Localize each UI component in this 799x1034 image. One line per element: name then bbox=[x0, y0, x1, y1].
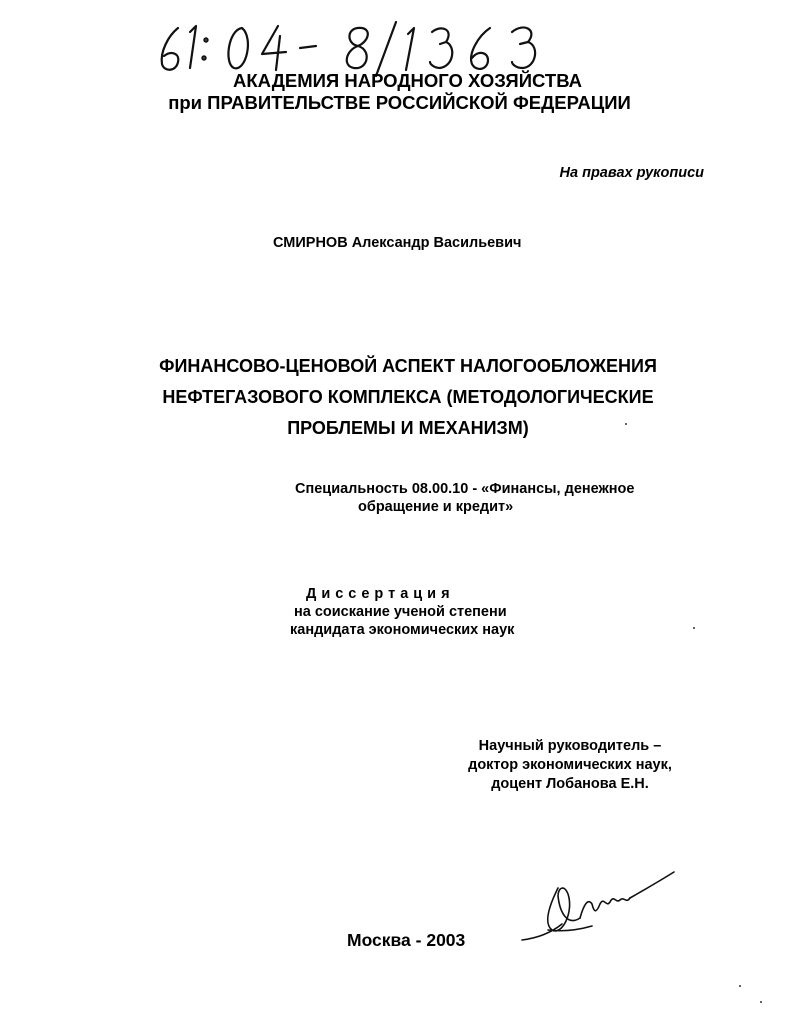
supervisor-role: Научный руководитель – bbox=[478, 738, 662, 754]
dissertation-field-line: кандидата экономических наук bbox=[290, 622, 515, 638]
city-year: Москва - 2003 bbox=[347, 930, 466, 950]
dissertation-degree-line: на соискание ученой степени bbox=[294, 604, 507, 620]
dissertation-block bbox=[290, 585, 514, 639]
supervisor-name: доцент Лобанова Е.Н. bbox=[491, 776, 649, 792]
thesis-title-line-2: НЕФТЕГАЗОВОГО КОМПЛЕКСА (МЕТОДОЛОГИЧЕСКИЕ bbox=[162, 387, 654, 407]
scan-speck bbox=[625, 423, 627, 425]
manuscript-rights-note: На правах рукописи bbox=[559, 165, 704, 181]
specialty-line-2: обращение и кредит» bbox=[358, 499, 514, 515]
supervisor-block bbox=[450, 737, 690, 794]
author-name: СМИРНОВ Александр Васильевич bbox=[273, 235, 522, 251]
dissertation-heading: Диссертация bbox=[306, 586, 455, 602]
institution-line-1: АКАДЕМИЯ НАРОДНОГО ХОЗЯЙСТВА bbox=[233, 70, 582, 91]
institution-line-2: при ПРАВИТЕЛЬСТВЕ РОССИЙСКОЙ ФЕДЕРАЦИИ bbox=[168, 92, 631, 113]
scan-speck bbox=[693, 627, 695, 629]
thesis-title-line-1: ФИНАНСОВО-ЦЕНОВОЙ АСПЕКТ НАЛОГООБЛОЖЕНИЯ bbox=[159, 356, 657, 376]
supervisor-signature bbox=[518, 868, 678, 948]
specialty-block bbox=[295, 480, 634, 516]
scan-speck bbox=[739, 985, 741, 987]
specialty-line-1: Специальность 08.00.10 - «Финансы, денежное bbox=[295, 481, 635, 497]
thesis-title-line-3: ПРОБЛЕМЫ И МЕХАНИЗМ) bbox=[287, 418, 529, 438]
supervisor-degree: доктор экономических наук, bbox=[468, 757, 672, 773]
handwritten-archive-number bbox=[150, 18, 560, 78]
scan-speck bbox=[760, 1001, 762, 1003]
